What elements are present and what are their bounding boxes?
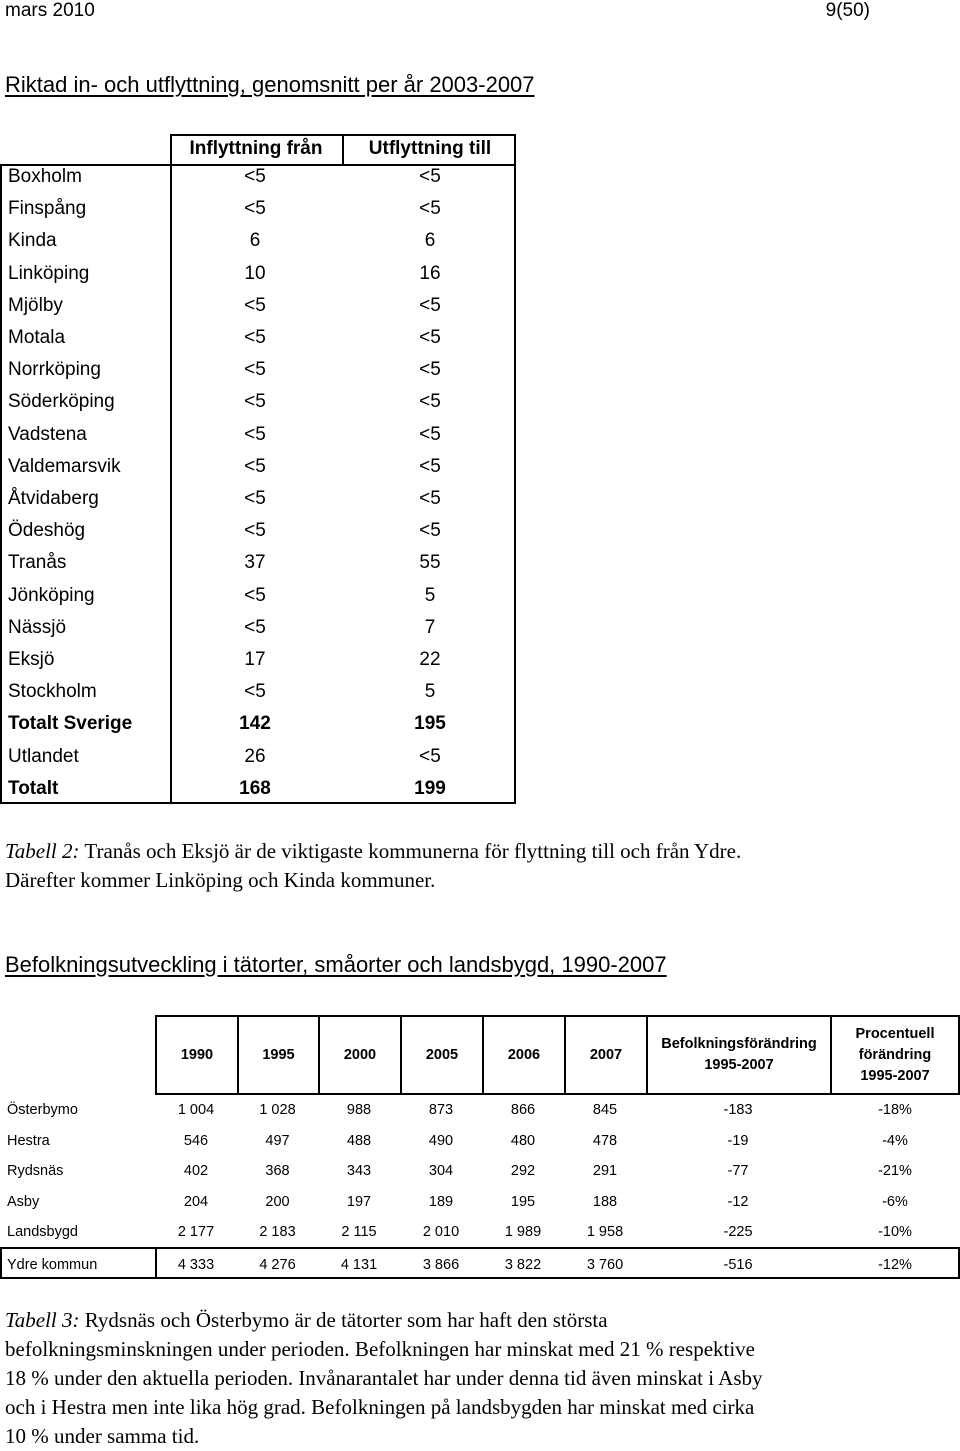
row-label: Norrköping — [8, 359, 101, 381]
cell-inflyttning: <5 — [244, 294, 266, 316]
table-row — [0, 744, 516, 776]
row-label: Tranås — [8, 552, 67, 574]
row-label: Nässjö — [8, 616, 67, 638]
cell-inflyttning: 6 — [249, 230, 261, 252]
cell-change: -19 — [727, 1132, 749, 1149]
cell-inflyttning: 10 — [244, 262, 266, 284]
cell-inflyttning: <5 — [244, 166, 266, 187]
cell-utflyttning: <5 — [419, 488, 441, 509]
cell-year-value: 2 010 — [422, 1224, 460, 1240]
table-row — [0, 486, 516, 518]
cell-year-value: 497 — [265, 1132, 290, 1149]
row-label: Utlandet — [8, 745, 79, 767]
table-row — [0, 1217, 960, 1247]
table-row — [0, 164, 516, 196]
cell-year-value: 291 — [592, 1163, 618, 1179]
cell-year-value: 988 — [346, 1102, 372, 1118]
row-label: Ödeshög — [8, 520, 86, 542]
cell-year-value: 2 183 — [259, 1224, 296, 1240]
cell-year-value: 200 — [265, 1193, 290, 1210]
row-label: Söderköping — [8, 391, 115, 413]
cell-utflyttning: 16 — [419, 262, 441, 284]
header-label: 2006 — [507, 1046, 541, 1063]
cell-year-value: 478 — [592, 1132, 618, 1149]
cell-utflyttning: <5 — [419, 294, 441, 316]
row-label: Eksjö — [8, 649, 55, 670]
cell-utflyttning: <5 — [419, 327, 441, 348]
cell-change: -183 — [723, 1102, 753, 1118]
column-header-year — [482, 1015, 566, 1095]
cell-utflyttning: <5 — [419, 423, 441, 445]
row-label: Landsbygd — [7, 1224, 78, 1240]
cell-utflyttning: 199 — [414, 777, 446, 799]
row-label: Mjölby — [8, 294, 63, 316]
column-header-year — [237, 1015, 320, 1095]
cell-year-value: 1 989 — [504, 1224, 542, 1240]
header-label: 1995 — [262, 1046, 295, 1063]
column-header-change — [646, 1015, 832, 1095]
cell-inflyttning: 168 — [239, 777, 271, 799]
cell-inflyttning: 17 — [244, 649, 266, 670]
cell-utflyttning: 195 — [414, 713, 446, 735]
row-label: Rydsnäs — [7, 1163, 64, 1179]
cell-utflyttning: 6 — [424, 230, 436, 252]
header-label: Procentuell — [855, 1025, 935, 1042]
cell-year-value: 845 — [592, 1102, 618, 1118]
cell-inflyttning: <5 — [244, 455, 266, 477]
row-label: Ydre kommun — [7, 1256, 98, 1273]
cell-pct: -21% — [878, 1163, 912, 1179]
column-header-year — [564, 1015, 648, 1095]
cell-utflyttning: 5 — [424, 584, 436, 606]
cell-utflyttning: <5 — [419, 455, 441, 477]
cell-change: -516 — [723, 1256, 753, 1273]
header-label: 2007 — [589, 1046, 623, 1063]
table2-caption — [5, 837, 741, 895]
cell-inflyttning: <5 — [244, 391, 266, 413]
cell-pct: -4% — [882, 1132, 908, 1149]
cell-utflyttning: 7 — [424, 616, 436, 638]
table-row — [0, 325, 516, 357]
cell-change: -12 — [727, 1193, 749, 1210]
cell-year-value: 3 822 — [504, 1256, 542, 1273]
table-row — [0, 454, 516, 486]
header-label: förändring — [858, 1046, 932, 1063]
cell-year-value: 873 — [428, 1102, 454, 1118]
cell-inflyttning: <5 — [244, 488, 266, 509]
caption-text: och i Hestra men inte lika hög grad. Befolkningen på landsbygden har minskat med cirka — [5, 1395, 755, 1419]
cell-year-value: 488 — [346, 1132, 372, 1149]
table-row — [0, 679, 516, 711]
cell-utflyttning: <5 — [419, 166, 441, 187]
column-header-pct — [830, 1015, 960, 1095]
row-label: Boxholm — [8, 166, 82, 187]
table-row — [0, 293, 516, 325]
row-label: Totalt — [8, 777, 59, 799]
column-header-in: Inflyttning från — [189, 138, 323, 159]
cell-utflyttning: <5 — [419, 520, 441, 542]
caption-text: Rydsnäs och Österbymo är de tätorter som har haft den största — [79, 1308, 608, 1332]
cell-inflyttning: <5 — [244, 359, 266, 381]
cell-inflyttning: <5 — [244, 520, 266, 542]
table-row — [0, 357, 516, 389]
row-label: Stockholm — [8, 681, 97, 703]
cell-year-value: 195 — [510, 1193, 536, 1210]
cell-year-value: 866 — [510, 1102, 536, 1118]
cell-utflyttning: <5 — [419, 198, 441, 220]
cell-inflyttning: <5 — [244, 327, 266, 348]
cell-year-value: 4 131 — [340, 1256, 378, 1273]
header-label: 1995-2007 — [704, 1057, 774, 1073]
cell-year-value: 4 276 — [259, 1256, 296, 1273]
table-row — [0, 1187, 960, 1217]
population-table — [0, 1015, 960, 1280]
page-number: 9(50) — [825, 0, 870, 21]
table-row — [0, 518, 516, 550]
cell-year-value: 3 760 — [586, 1256, 624, 1273]
cell-year-value: 2 177 — [177, 1224, 215, 1240]
cell-inflyttning: <5 — [244, 423, 266, 445]
header-label: 2000 — [343, 1046, 377, 1063]
table-row — [0, 583, 516, 615]
cell-year-value: 1 028 — [259, 1102, 296, 1118]
cell-year-value: 204 — [183, 1193, 209, 1210]
table-rule — [0, 1277, 960, 1279]
caption-text: befolkningsminskningen under perioden. Befolkningen har minskat med 21 % respektive — [5, 1337, 756, 1361]
row-label: Åtvidaberg — [8, 488, 99, 509]
cell-year-value: 480 — [510, 1132, 536, 1149]
cell-year-value: 188 — [592, 1193, 618, 1210]
table-row — [0, 711, 516, 743]
cell-pct: -6% — [882, 1193, 908, 1210]
row-label: Kinda — [8, 230, 57, 252]
cell-utflyttning: 55 — [419, 552, 441, 574]
header-label: 1990 — [180, 1046, 214, 1063]
header-label: 2005 — [425, 1046, 459, 1063]
cell-utflyttning: 22 — [419, 649, 441, 670]
cell-inflyttning: 26 — [244, 745, 266, 767]
row-label: Jönköping — [8, 584, 95, 606]
cell-year-value: 292 — [510, 1163, 536, 1179]
table-row — [0, 776, 516, 808]
table3-caption — [5, 1306, 763, 1451]
row-label: Österbymo — [7, 1102, 78, 1118]
table-row — [0, 615, 516, 647]
cell-year-value: 343 — [346, 1163, 372, 1179]
cell-year-value: 402 — [183, 1163, 209, 1179]
cell-inflyttning: 37 — [244, 552, 266, 574]
row-label: Linköping — [8, 262, 90, 284]
migration-table — [0, 134, 520, 806]
caption-label: Tabell 3: — [5, 1308, 80, 1332]
caption-label: Tabell 2: — [5, 839, 80, 863]
row-label: Totalt Sverige — [8, 713, 133, 735]
cell-pct: -18% — [878, 1102, 912, 1118]
cell-utflyttning: 5 — [424, 681, 436, 703]
cell-change: -77 — [727, 1163, 749, 1179]
cell-year-value: 304 — [428, 1163, 454, 1179]
table-row — [0, 1156, 960, 1186]
table-row — [0, 550, 516, 582]
row-label: Valdemarsvik — [8, 455, 121, 477]
section1-title: Riktad in- och utflyttning, genomsnitt per år 2003-2007 — [5, 72, 535, 97]
cell-year-value: 189 — [428, 1193, 454, 1210]
table-row — [0, 261, 516, 293]
cell-inflyttning: <5 — [244, 616, 266, 638]
cell-inflyttning: 142 — [239, 713, 271, 735]
caption-text-line2: Därefter kommer Linköping och Kinda kommuner. — [5, 868, 436, 892]
table-row — [0, 647, 516, 679]
table-row — [0, 389, 516, 421]
table-row — [0, 1126, 960, 1156]
cell-year-value: 3 866 — [422, 1256, 460, 1273]
header-date: mars 2010 — [5, 0, 95, 21]
cell-year-value: 368 — [265, 1163, 290, 1179]
table-row — [0, 196, 516, 228]
cell-year-value: 1 958 — [586, 1224, 624, 1240]
cell-year-value: 1 004 — [177, 1102, 215, 1118]
row-label: Asby — [7, 1193, 40, 1210]
cell-change: -225 — [723, 1224, 753, 1240]
cell-pct: -12% — [878, 1256, 912, 1273]
column-header-year — [400, 1015, 484, 1095]
header-label: Befolkningsförändring — [661, 1036, 817, 1052]
column-header-out: Utflyttning till — [368, 138, 492, 159]
cell-year-value: 197 — [346, 1193, 372, 1210]
header-label: 1995-2007 — [860, 1067, 930, 1084]
section2-title: Befolkningsutveckling i tätorter, småorter och landsbygd, 1990-2007 — [5, 952, 667, 977]
table-rule — [155, 1247, 157, 1279]
cell-year-value: 4 333 — [177, 1256, 215, 1273]
row-label: Motala — [8, 327, 66, 348]
caption-text: 10 % under samma tid. — [5, 1424, 200, 1448]
column-header-year — [155, 1015, 239, 1095]
cell-utflyttning: <5 — [419, 359, 441, 381]
cell-utflyttning: <5 — [419, 391, 441, 413]
table-row — [0, 1095, 960, 1125]
table-row — [0, 228, 516, 260]
column-header-year — [318, 1015, 402, 1095]
row-label: Finspång — [8, 198, 87, 220]
table-rule — [0, 1247, 960, 1249]
row-label: Vadstena — [8, 423, 87, 445]
caption-text: Tranås och Eksjö är de viktigaste kommunerna för flyttning till och från Ydre. — [79, 839, 742, 863]
cell-year-value: 490 — [428, 1132, 454, 1149]
cell-year-value: 2 115 — [341, 1224, 377, 1240]
table-row — [0, 422, 516, 454]
row-label: Hestra — [7, 1132, 50, 1149]
cell-inflyttning: <5 — [244, 198, 266, 220]
table-row — [0, 1250, 960, 1280]
caption-text: 18 % under den aktuella perioden. Invånarantalet har under denna tid även minskat i Asby — [5, 1366, 763, 1390]
cell-inflyttning: <5 — [244, 681, 266, 703]
cell-year-value: 546 — [183, 1132, 209, 1149]
cell-pct: -10% — [878, 1224, 912, 1240]
table-rule — [0, 1247, 2, 1279]
cell-inflyttning: <5 — [244, 584, 266, 606]
cell-utflyttning: <5 — [419, 745, 441, 767]
